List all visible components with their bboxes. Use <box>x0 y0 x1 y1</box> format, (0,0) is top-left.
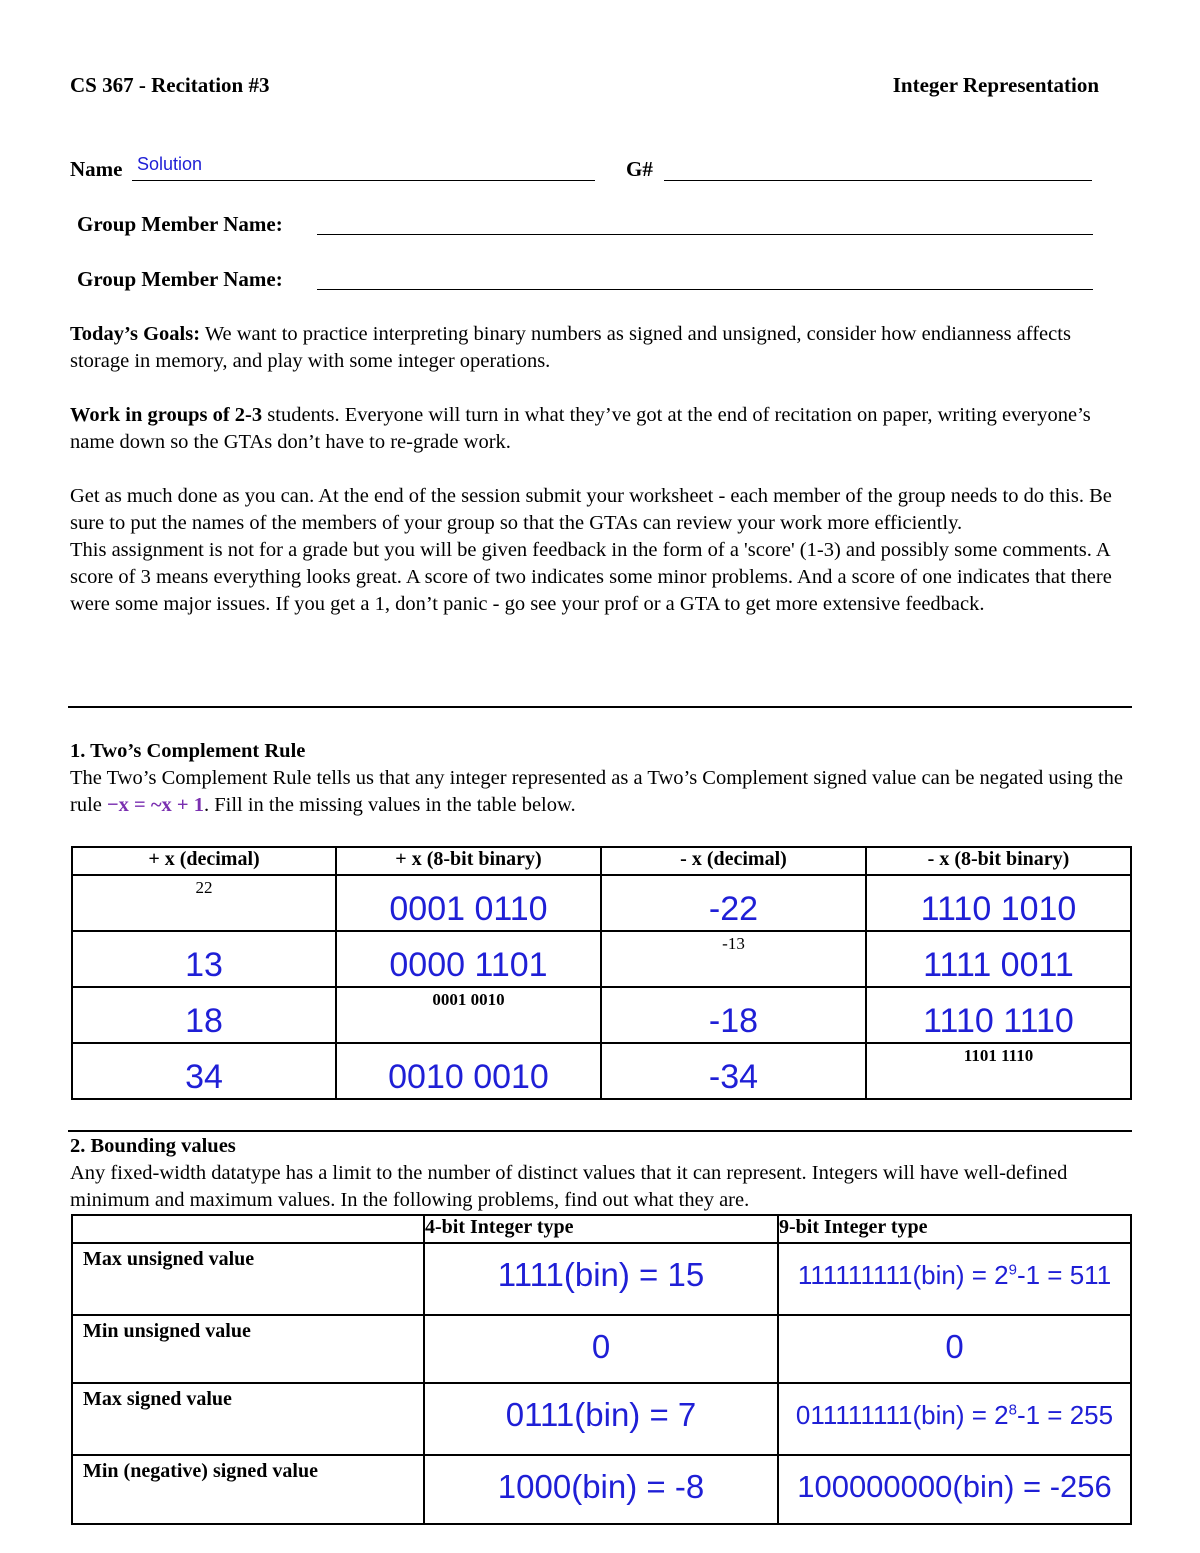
answer-value: 34 <box>185 1058 223 1096</box>
table-row <box>72 1455 1131 1524</box>
name-value: Solution <box>137 154 203 174</box>
table-cell[interactable] <box>866 875 1131 931</box>
table-row <box>72 931 1131 987</box>
given-value: -13 <box>722 934 745 953</box>
g-number-label: G# <box>626 157 653 181</box>
col-header: 4-bit Integer type <box>424 1215 778 1243</box>
work-paragraph <box>70 402 1132 456</box>
given-value: 0001 0010 <box>432 990 505 1009</box>
answer-value: 0010 0010 <box>388 1058 549 1096</box>
table-cell[interactable] <box>866 987 1131 1043</box>
answer-value: 18 <box>185 1002 223 1040</box>
name-field[interactable] <box>132 180 595 181</box>
table-row <box>72 1383 1131 1455</box>
goals-heading: Today’s Goals: <box>70 323 201 345</box>
section1-title: 1. Two’s Complement Rule <box>70 740 306 762</box>
work-text: students. Everyone will turn in what they’ve got at the end of recitation on paper, writing everyone’s name down so the GTAs don’t have to re-grade work. <box>70 404 1091 453</box>
section1-text-before: The Two’s Complement Rule tells us that any integer represented as a Two’s Complement signed value can be negated using the rule <box>70 767 1124 816</box>
table-cell[interactable] <box>866 931 1131 987</box>
row-label: Min unsigned value <box>72 1315 424 1383</box>
answer-value: -18 <box>708 1002 759 1040</box>
group-member-field-2[interactable] <box>317 289 1093 290</box>
answer-cell[interactable] <box>778 1383 1131 1455</box>
answer-cell[interactable] <box>778 1243 1131 1315</box>
answer-value: 0000 1101 <box>389 946 548 984</box>
table-cell[interactable] <box>601 987 866 1043</box>
exponent: 8 <box>1008 1401 1017 1419</box>
row-label: Max signed value <box>72 1383 424 1455</box>
section-divider-2 <box>68 1130 1132 1132</box>
bounding-values-table <box>71 1214 1132 1525</box>
table-header-row <box>72 847 1131 875</box>
section2-title: 2. Bounding values <box>70 1135 236 1157</box>
answer-cell[interactable]: 0 <box>778 1315 1131 1383</box>
intro <box>70 321 1132 618</box>
goals-text: We want to practice interpreting binary numbers as signed and unsigned, consider how endianness affects storage in memory, and play with some integer operations. <box>70 323 1071 372</box>
table-row <box>72 987 1131 1043</box>
answer-cell[interactable]: 1111(bin) = 15 <box>424 1243 778 1315</box>
answer-value: 1110 1010 <box>920 890 1077 928</box>
name-label: Name <box>70 157 123 181</box>
table-cell[interactable] <box>72 987 336 1043</box>
answer-value: 1110 1110 <box>923 1002 1074 1040</box>
answer-text: 011111111(bin) = 2 <box>795 1400 1009 1430</box>
table-cell[interactable] <box>72 1043 336 1099</box>
answer-text: -1 = 511 <box>1016 1260 1112 1290</box>
grade-paragraph: This assignment is not for a grade but you will be given feedback in the form of a 'score' (1-3) and possibly some comments. A score of 3 means everything looks great. A score of two indicates some minor problems. And a score of one indicates that there were some major issues. If you get a 1, don’t panic - go see your prof or a GTA to get more extensive feedback. <box>70 539 1112 615</box>
table-cell[interactable] <box>72 931 336 987</box>
table-row <box>72 1043 1131 1099</box>
table-cell[interactable] <box>336 987 601 1043</box>
exponent: 9 <box>1008 1261 1017 1279</box>
section2-text: Any fixed-width datatype has a limit to the number of distinct values that it can represent. Integers will have well-defined minimum and maximum values. In the following problems, find out what they are. <box>70 1162 1068 1211</box>
work-heading: Work in groups of 2-3 <box>70 404 263 426</box>
row-label: Max unsigned value <box>72 1243 424 1315</box>
group-member-field-1[interactable] <box>317 234 1093 235</box>
col-header: + x (8-bit binary) <box>336 847 601 875</box>
answer-text: -1 = 255 <box>1016 1400 1114 1430</box>
col-header <box>72 1215 424 1243</box>
answer-value: 13 <box>185 946 223 984</box>
given-value: 22 <box>195 878 213 897</box>
group-member-label-2: Group Member Name: <box>77 267 283 291</box>
table-cell[interactable] <box>336 931 601 987</box>
table-cell[interactable] <box>601 1043 866 1099</box>
table-cell[interactable] <box>72 875 336 931</box>
table-row <box>72 1243 1131 1315</box>
goals-paragraph <box>70 321 1132 375</box>
answer-value: -34 <box>708 1058 759 1096</box>
g-number-field[interactable] <box>664 180 1092 181</box>
answer-cell[interactable]: 100000000(bin) = -256 <box>778 1455 1131 1524</box>
answer-cell[interactable]: 0 <box>424 1315 778 1383</box>
answer-value: 0001 0110 <box>389 890 548 928</box>
worksheet-topic: Integer Representation <box>892 73 1099 97</box>
answer-value: 1111 0011 <box>923 946 1074 984</box>
answer-cell[interactable]: 1000(bin) = -8 <box>424 1455 778 1524</box>
submit-paragraph: Get as much done as you can. At the end of the session submit your worksheet - each member of the group needs to do this. Be sure to put the names of the members of your group so that the GTAs can review your work more efficiently. <box>70 485 1112 534</box>
table-row <box>72 875 1131 931</box>
table-row <box>72 1315 1131 1383</box>
section1-text <box>70 765 1132 819</box>
answer-cell[interactable]: 0111(bin) = 7 <box>424 1383 778 1455</box>
answer-text: 111111111(bin) = 2 <box>797 1260 1009 1290</box>
table-cell[interactable] <box>336 875 601 931</box>
answer-value: -22 <box>708 890 759 928</box>
table-header-row <box>72 1215 1131 1243</box>
section1-intro <box>70 738 1132 819</box>
col-header: + x (decimal) <box>72 847 336 875</box>
col-header: - x (decimal) <box>601 847 866 875</box>
table-cell[interactable] <box>866 1043 1131 1099</box>
group-member-label-1: Group Member Name: <box>77 212 283 236</box>
twos-complement-table <box>71 846 1132 1100</box>
table-cell[interactable] <box>601 931 866 987</box>
row-label: Min (negative) signed value <box>72 1455 424 1524</box>
section2-intro <box>70 1133 1132 1214</box>
section1-text-after: . Fill in the missing values in the table below. <box>203 794 576 816</box>
twos-complement-rule: −x = ~x + 1 <box>107 794 204 816</box>
table-cell[interactable] <box>336 1043 601 1099</box>
section-divider-1 <box>68 706 1132 708</box>
col-header: 9-bit Integer type <box>778 1215 1131 1243</box>
course-title: CS 367 - Recitation #3 <box>70 73 270 97</box>
table-cell[interactable] <box>601 875 866 931</box>
col-header: - x (8-bit binary) <box>866 847 1131 875</box>
given-value: 1101 1110 <box>963 1046 1034 1065</box>
